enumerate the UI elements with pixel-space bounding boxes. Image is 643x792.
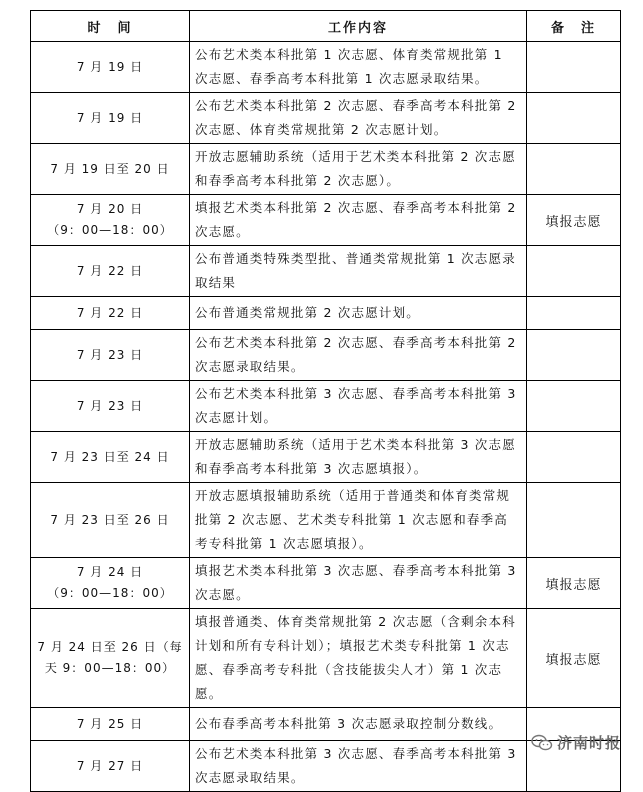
row-note	[527, 483, 621, 558]
table-row	[31, 246, 621, 297]
row-note	[527, 381, 621, 432]
table-row	[31, 93, 621, 144]
row-content: 公布艺术类本科批第 2 次志愿、春季高考本科批第 2 次志愿录取结果。	[190, 330, 527, 381]
row-time: 7 月 23 日至 24 日	[31, 432, 190, 483]
row-note	[527, 432, 621, 483]
row-time: 7 月 24 日至 26 日（每天 9：00—18：00）	[31, 609, 190, 708]
wechat-icon	[531, 734, 553, 752]
watermark	[531, 732, 621, 753]
table-row	[31, 432, 621, 483]
row-note	[527, 42, 621, 93]
row-content: 公布普通类特殊类型批、普通类常规批第 1 次志愿录取结果	[190, 246, 527, 297]
table-row	[31, 195, 621, 246]
row-time: 7 月 23 日	[31, 330, 190, 381]
table-row	[31, 42, 621, 93]
table-header-row	[31, 11, 621, 42]
row-content: 填报艺术类本科批第 3 次志愿、春季高考本科批第 3 次志愿。	[190, 558, 527, 609]
row-note	[527, 93, 621, 144]
schedule-table	[30, 10, 621, 792]
table-row	[31, 558, 621, 609]
row-content: 公布春季高考本科批第 3 次志愿录取控制分数线。	[190, 708, 527, 741]
table-row	[31, 144, 621, 195]
table-row	[31, 330, 621, 381]
row-note: 填报志愿	[527, 195, 621, 246]
row-time: 7 月 20 日 （9：00—18：00）	[31, 195, 190, 246]
row-time: 7 月 23 日至 26 日	[31, 483, 190, 558]
row-time: 7 月 19 日	[31, 93, 190, 144]
row-content: 公布艺术类本科批第 3 次志愿、春季高考本科批第 3 次志愿计划。	[190, 381, 527, 432]
row-content: 填报普通类、体育类常规批第 2 次志愿（含剩余本科计划和所有专科计划）；填报艺术类专科批第 1 次志愿、春季高考专科批（含技能拔尖人才）第 1 次志愿。	[190, 609, 527, 708]
row-note	[527, 246, 621, 297]
header-time: 时 间	[31, 11, 190, 42]
schedule-table-wrap	[30, 10, 621, 792]
row-note	[527, 330, 621, 381]
row-note	[527, 144, 621, 195]
row-content: 公布艺术类本科批第 1 次志愿、体育类常规批第 1 次志愿、春季高考本科批第 1 次志愿录取结果。	[190, 42, 527, 93]
table-row	[31, 483, 621, 558]
table-row	[31, 609, 621, 708]
row-content: 公布艺术类本科批第 2 次志愿、春季高考本科批第 2 次志愿、体育类常规批第 2 次志愿计划。	[190, 93, 527, 144]
table-row	[31, 297, 621, 330]
row-content: 公布艺术类本科批第 3 次志愿、春季高考本科批第 3 次志愿录取结果。	[190, 741, 527, 792]
row-note: 填报志愿	[527, 609, 621, 708]
row-content: 开放志愿辅助系统（适用于艺术类本科批第 2 次志愿和春季高考本科批第 2 次志愿）。	[190, 144, 527, 195]
schedule-body	[31, 42, 621, 792]
row-time: 7 月 22 日	[31, 297, 190, 330]
row-content: 开放志愿辅助系统（适用于艺术类本科批第 3 次志愿和春季高考本科批第 3 次志愿填报）。	[190, 432, 527, 483]
watermark-text: 济南时报	[556, 734, 621, 752]
row-content: 公布普通类常规批第 2 次志愿计划。	[190, 297, 527, 330]
row-note	[527, 297, 621, 330]
row-time: 7 月 19 日至 20 日	[31, 144, 190, 195]
row-time: 7 月 19 日	[31, 42, 190, 93]
row-time: 7 月 23 日	[31, 381, 190, 432]
row-content: 开放志愿填报辅助系统（适用于普通类和体育类常规批第 2 次志愿、艺术类专科批第 1 次志愿和春季高考专科批第 1 次志愿填报）。	[190, 483, 527, 558]
row-time: 7 月 27 日	[31, 741, 190, 792]
header-note: 备 注	[527, 11, 621, 42]
row-content: 填报艺术类本科批第 2 次志愿、春季高考本科批第 2 次志愿。	[190, 195, 527, 246]
row-time: 7 月 22 日	[31, 246, 190, 297]
row-time: 7 月 25 日	[31, 708, 190, 741]
row-time: 7 月 24 日 （9：00—18：00）	[31, 558, 190, 609]
row-note: 填报志愿	[527, 558, 621, 609]
table-row	[31, 381, 621, 432]
header-content: 工作内容	[190, 11, 527, 42]
